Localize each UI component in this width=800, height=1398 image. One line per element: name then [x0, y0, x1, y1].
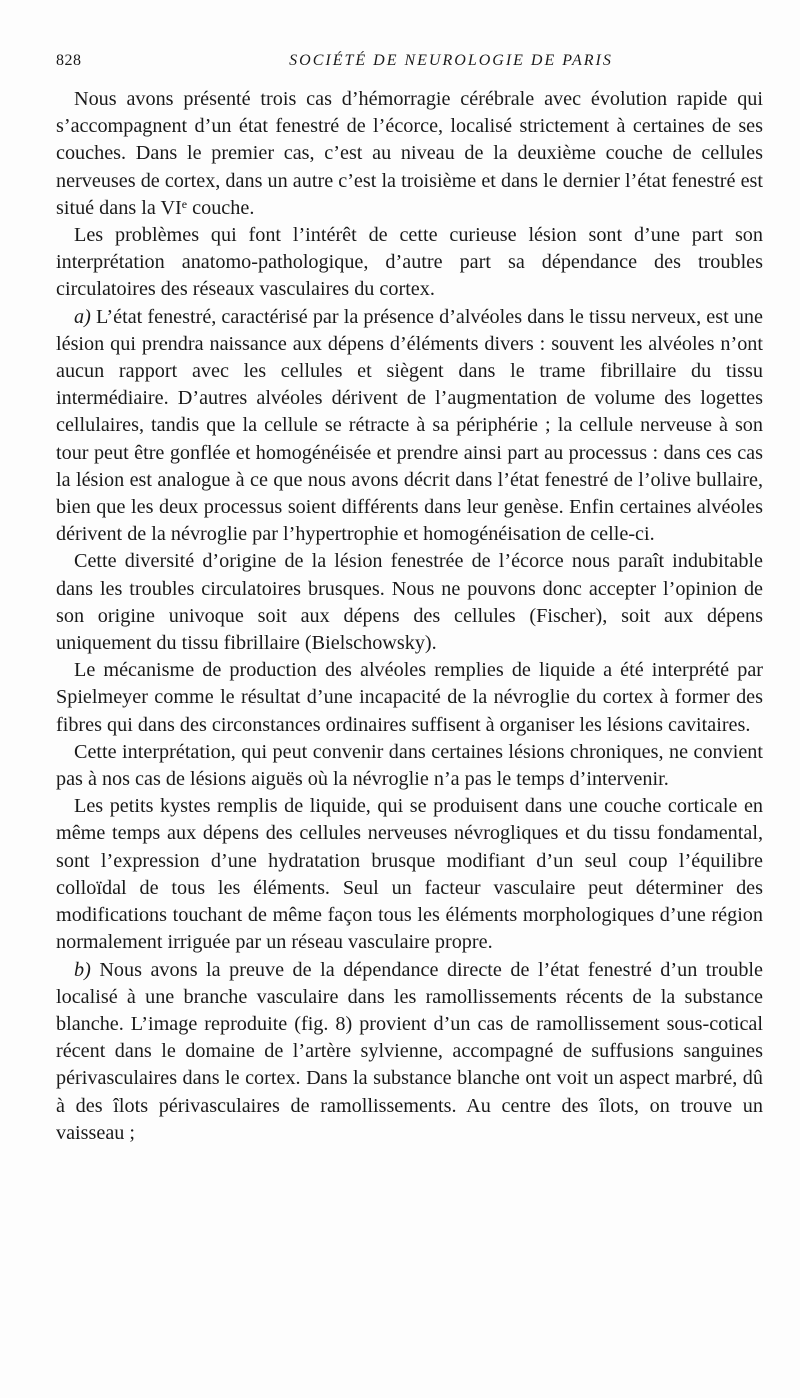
paragraph: Cette diversité d’origine de la lésion fenestrée de l’écorce nous paraît indubitable dans les troubles circulatoires brusques. Nous ne pouvons donc accepter l’opinion de son origine univoque soit aux dépens des cellules (Fischer), soit aux dépens uniquement du tissu fibrillaire (Bielschowsky). — [56, 550, 763, 655]
paragraph: Les problèmes qui font l’intérêt de cette curieuse lésion sont d’une part son interprétation anatomo-pathologique, d’autre part sa dépendance des troubles circulatoires des réseaux vasculaires du cortex. — [56, 224, 763, 301]
superscript: e — [181, 196, 188, 211]
running-title: SOCIÉTÉ DE NEUROLOGIE DE PARIS — [289, 52, 613, 69]
paragraph: Le mécanisme de production des alvéoles remplies de liquide a été interprété par Spielmeyer comme le résultat d’une incapacité de la névroglie du cortex à former des fibres qui dans des circonstances ordinaires suffisent à organiser les lésions cavitaires. — [56, 659, 763, 736]
body-text — [56, 86, 763, 1147]
paragraph-text: Nous avons présenté trois cas d’hémorragie cérébrale avec évolution rapide qui s’accompagnent d’un état fenestré de l’écorce, localisé strictement à certaines de ses couches. Dans le premier cas, c’est au niveau de la deuxième couche de cellules nerveuses de cortex, dans un autre c’est la troisième et dans le dernier l’état fenestré est situé dans la VI — [56, 88, 763, 219]
list-marker: a) — [74, 305, 91, 328]
list-marker: b) — [74, 958, 91, 981]
page-header — [56, 52, 768, 82]
paragraph: Les petits kystes remplis de liquide, qui se produisent dans une couche corticale en même temps aux dépens des cellules nerveuses névrogliques et du tissu fondamental, sont l’expression d’une hydratation brusque modifiant d’un seul coup l’équilibre colloïdal de tous les éléments. Seul un facteur vasculaire peut déterminer des modifications touchant de même façon tous les éléments morphologiques d’une région normalement irriguée par un réseau vasculaire propre. — [56, 795, 763, 954]
paragraph-text: L’état fenestré, caractérisé par la présence d’alvéoles dans le tissu nerveux, est une lésion qui prendra naissance aux dépens d’éléments divers : souvent les alvéoles n’ont aucun rapport avec les cellules et siègent dans le trame fibrillaire du tissu intermédiaire. D’autres alvéoles dérivent de l’augmentation de volume des logettes cellulaires, tandis que la cellule se rétracte à sa périphérie ; la cellule nerveuse à son tour peut être gonflée et homogénéisée et prendre ainsi part au processus : dans ces cas la lésion est analogue à ce que nous avons décrit dans l’état fenestré de l’olive bullaire, bien que les deux processus soient différents dans leur genèse. Enfin certaines alvéoles dérivent de la névroglie par l’hypertrophie et homogénéisation de celle-ci. — [56, 305, 763, 546]
paragraph-text: Nous avons la preuve de la dépendance directe de l’état fenestré d’un trouble localisé à une branche vasculaire dans les ramollissements récents de la substance blanche. L’image reproduite (fig. 8) provient d’un cas de ramollissement sous-cotical récent dans le domaine de l’artère sylvienne, accompagné de suffusions sanguines périvasculaires dans le cortex. Dans la substance blanche ont voit un aspect marbré, dû à des îlots périvasculaires de ramollissements. Au centre des îlots, on trouve un vaisseau ; — [56, 958, 763, 1144]
paragraph — [56, 304, 763, 549]
paragraph — [56, 957, 763, 1147]
paragraph-text: couche. — [187, 196, 255, 219]
paragraph — [56, 86, 763, 222]
page-number: 828 — [56, 52, 82, 69]
paragraph: Cette interprétation, qui peut convenir dans certaines lésions chroniques, ne convient pas à nos cas de lésions aiguës où la névroglie n’a pas le temps d’intervenir. — [56, 740, 763, 791]
